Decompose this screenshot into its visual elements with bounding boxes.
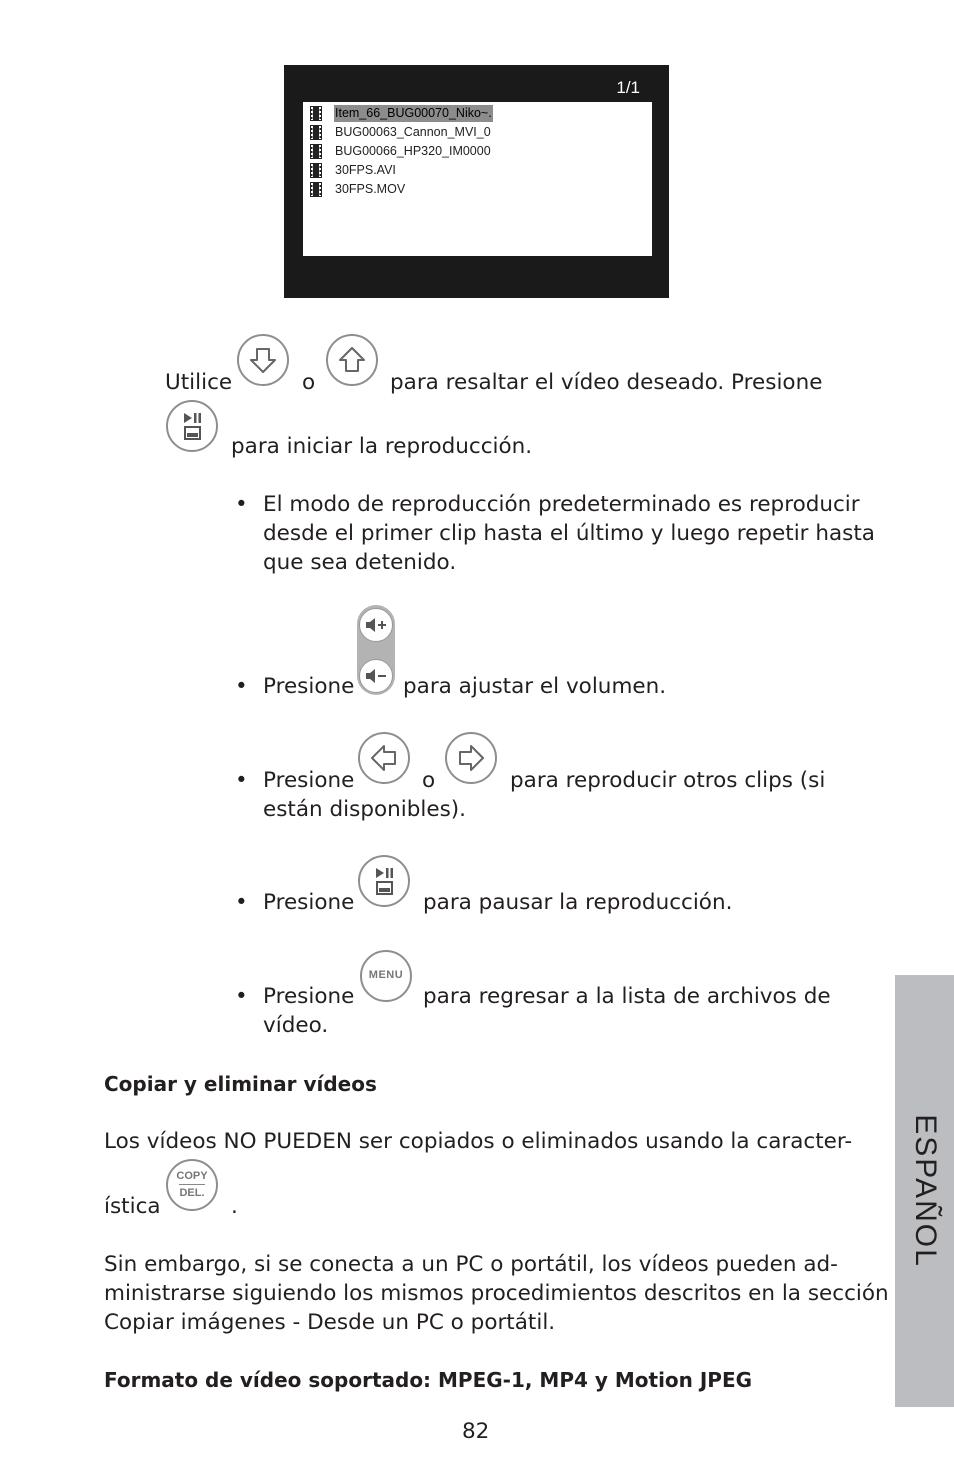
bullet-text: para reproducir otros clips (si bbox=[510, 768, 826, 793]
film-icon bbox=[310, 144, 322, 159]
section-heading: Copiar y eliminar vídeos bbox=[104, 1072, 377, 1096]
volume-down-icon bbox=[360, 660, 392, 692]
bullet-dot: • bbox=[235, 890, 248, 915]
bullet-text: para pausar la reproducción. bbox=[423, 890, 733, 915]
file-name: BUG00066_HP320_IM0000 bbox=[335, 144, 491, 158]
film-icon bbox=[310, 182, 322, 197]
volume-up-button bbox=[359, 608, 393, 642]
paragraph-line: Sin embargo, si se conecta a un PC o portátil, los vídeos pueden ad- bbox=[104, 1252, 838, 1277]
bullet-presione: Presione bbox=[263, 890, 355, 915]
language-tab bbox=[895, 975, 954, 1407]
bullet-text: El modo de reproducción predeterminado es reproducir bbox=[263, 492, 860, 517]
bullet-o: o bbox=[422, 768, 436, 793]
up-arrow-button bbox=[326, 334, 378, 386]
paragraph-line: Los vídeos NO PUEDEN ser copiados o eliminados usando la caracter- bbox=[104, 1129, 853, 1154]
play-pause-button bbox=[166, 400, 218, 452]
bullet-text: para regresar a la lista de archivos de bbox=[423, 984, 831, 1009]
menu-button bbox=[360, 950, 412, 1002]
bullet-text: para ajustar el volumen. bbox=[403, 674, 667, 699]
copy-label: COPY bbox=[176, 1170, 208, 1182]
film-icon bbox=[310, 106, 322, 121]
film-icon bbox=[310, 163, 322, 178]
volume-rocker bbox=[357, 605, 395, 695]
file-list bbox=[303, 102, 652, 256]
play-pause-icon bbox=[360, 857, 408, 905]
supported-formats: Formato de vídeo soportado: MPEG-1, MP4 y Motion JPEG bbox=[104, 1368, 753, 1392]
volume-up-icon bbox=[360, 609, 392, 641]
left-arrow-icon bbox=[360, 734, 408, 782]
paragraph-period: . bbox=[231, 1194, 238, 1219]
right-arrow-button bbox=[445, 732, 497, 784]
del-label: DEL. bbox=[179, 1187, 205, 1199]
down-arrow-button bbox=[237, 334, 289, 386]
bullet-dot: • bbox=[235, 492, 248, 517]
play-pause-icon bbox=[168, 402, 216, 450]
volume-down-button bbox=[359, 659, 393, 693]
bullet-presione: Presione bbox=[263, 984, 355, 1009]
bullet-text: desde el primer clip hasta el último y luego repetir hasta bbox=[263, 521, 875, 546]
paragraph-line: ministrarse siguiendo los mismos procedimientos descritos en la sección bbox=[104, 1281, 889, 1306]
bullet-text: vídeo. bbox=[263, 1013, 329, 1038]
file-name: 30FPS.MOV bbox=[335, 182, 406, 196]
intro-line2: para iniciar la reproducción. bbox=[231, 434, 533, 459]
page-number: 82 bbox=[462, 1419, 490, 1444]
file-name: Item_66_BUG00070_Niko~. bbox=[335, 106, 492, 120]
menu-label: MENU bbox=[368, 969, 404, 981]
paragraph-line: ística bbox=[104, 1194, 161, 1219]
intro-text: para resaltar el vídeo deseado. Presione bbox=[390, 370, 823, 395]
film-icon bbox=[310, 125, 322, 140]
bullet-presione: Presione bbox=[263, 768, 355, 793]
bullet-text: que sea detenido. bbox=[263, 550, 457, 575]
bullet-presione: Presione bbox=[263, 674, 355, 699]
paragraph-line: Copiar imágenes - Desde un PC o portátil. bbox=[104, 1310, 556, 1335]
play-pause-button bbox=[358, 855, 410, 907]
language-label: ESPAÑOL bbox=[908, 1114, 942, 1268]
file-list-screen bbox=[284, 65, 669, 298]
intro-o: o bbox=[302, 370, 316, 395]
copy-del-button bbox=[166, 1159, 218, 1211]
file-name: 30FPS.AVI bbox=[335, 163, 396, 177]
bullet-dot: • bbox=[235, 674, 248, 699]
page-indicator: 1/1 bbox=[616, 78, 640, 97]
bullet-dot: • bbox=[235, 768, 248, 793]
intro-utilice: Utilice bbox=[165, 370, 233, 395]
bullet-dot: • bbox=[235, 984, 248, 1009]
bullet-text: están disponibles). bbox=[263, 797, 466, 822]
up-arrow-icon bbox=[328, 336, 376, 384]
right-arrow-icon bbox=[447, 734, 495, 782]
file-name: BUG00063_Cannon_MVI_0 bbox=[335, 125, 491, 139]
left-arrow-button bbox=[358, 732, 410, 784]
down-arrow-icon bbox=[239, 336, 287, 384]
